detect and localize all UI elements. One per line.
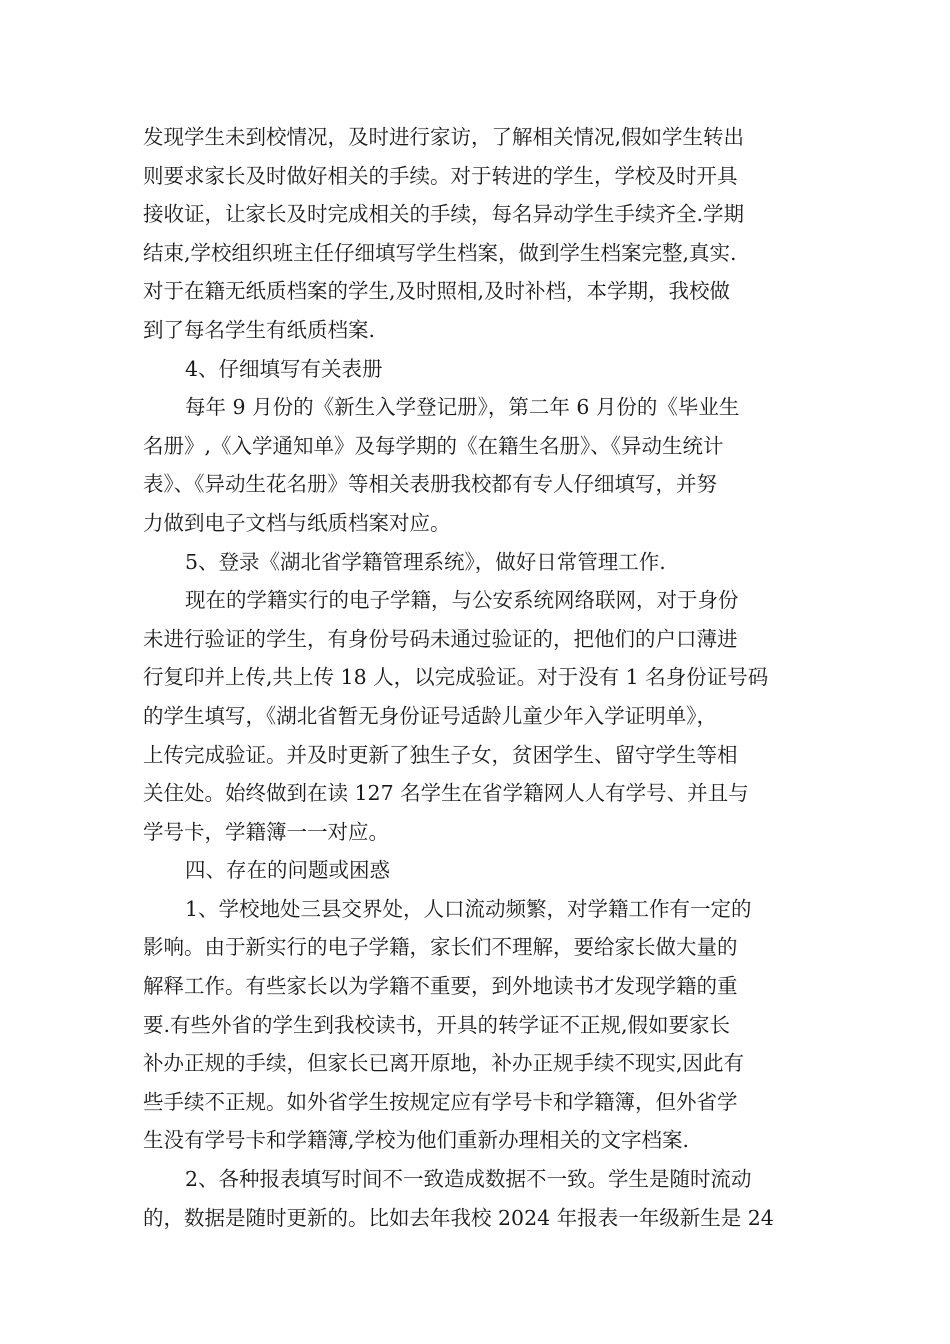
- text-line: 行复印并上传,共上传 18 人，以完成验证。对于没有 1 名身份证号码: [143, 665, 769, 690]
- text-line: 表》、《异动生花名册》等相关表册我校都有专人仔细填写，并努: [143, 472, 717, 497]
- text-line: 每年 9 月份的《新生入学登记册》，第二年 6 月份的《毕业生: [185, 395, 740, 420]
- text-line: 补办正规的手续，但家长已离开原地，补办正规手续不现实,因此有: [143, 1051, 745, 1076]
- text-line: 些手续不正规。如外省学生按规定应有学号卡和学籍簿，但外省学: [143, 1089, 738, 1114]
- text-line: 现在的学籍实行的电子学籍，与公安系统网络联网，对于身份: [185, 588, 739, 613]
- text-line: 的，数据是随时更新的。比如去年我校 2024 年报表一年级新生是 24: [143, 1205, 774, 1230]
- text-line: 未进行验证的学生，有身份号码未通过验证的，把他们的户口薄进: [143, 626, 738, 651]
- text-line: 的学生填写，《湖北省暂无身份证号适龄儿童少年入学证明单》，: [143, 703, 717, 728]
- text-line: 力做到电子文档与纸质档案对应。: [143, 510, 451, 535]
- text-line: 要.有些外省的学生到我校读书，开具的转学证不正规,假如要家长: [143, 1012, 731, 1037]
- text-line: 生没有学号卡和学籍簿,学校为他们重新办理相关的文字档案.: [143, 1128, 690, 1153]
- text-line: 4、仔细填写有关表册: [185, 356, 383, 381]
- text-line: 解释工作。有些家长以为学籍不重要，到外地读书才发现学籍的重: [143, 974, 738, 999]
- text-line: 2、各种报表填写时间不一致造成数据不一致。学生是随时流动: [185, 1167, 752, 1192]
- document-body: [143, 118, 807, 1237]
- text-line: 则要求家长及时做好相关的手续。对于转进的学生，学校及时开具: [143, 163, 738, 188]
- text-line: 四、存在的问题或困惑: [185, 858, 390, 883]
- text-line: 结束,学校组织班主任仔细填写学生档案，做到学生档案完整,真实.: [143, 240, 737, 265]
- text-line: 上传完成验证。并及时更新了独生子女，贫困学生、留守学生等相: [143, 742, 738, 767]
- text-line: 对于在籍无纸质档案的学生,及时照相,及时补档，本学期，我校做: [143, 279, 731, 304]
- text-line: 学号卡，学籍簿一一对应。: [143, 819, 389, 844]
- text-line: 发现学生未到校情况，及时进行家访，了解相关情况,假如学生转出: [143, 125, 745, 149]
- text-line: 接收证，让家长及时完成相关的手续，每名异动学生手续齐全.学期: [143, 202, 745, 227]
- text-line: 影响。由于新实行的电子学籍，家长们不理解，要给家长做大量的: [143, 935, 738, 960]
- text-line: 名册》,《入学通知单》及每学期的《在籍生名册》、《异动生统计: [143, 433, 724, 458]
- text-line: 1、学校地处三县交界处，人口流动频繁，对学籍工作有一定的: [185, 896, 752, 921]
- text-line: 到了每名学生有纸质档案.: [143, 317, 376, 342]
- text-line: 关住处。始终做到在读 127 名学生在省学籍网人人有学号、并且与: [143, 781, 749, 806]
- text-line: 5、登录《湖北省学籍管理系统》，做好日常管理工作.: [185, 549, 666, 574]
